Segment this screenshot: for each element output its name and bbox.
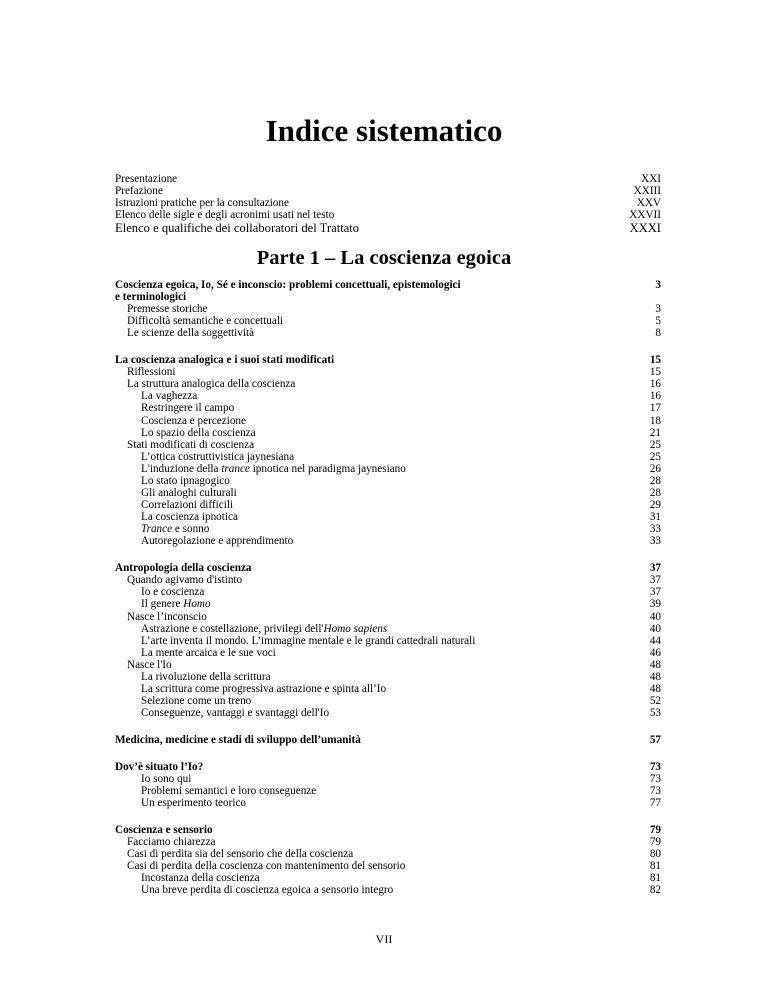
- toc-entry-label: Una breve perdita di coscienza egoica a sensorio integro: [141, 884, 394, 897]
- toc-entry-label: Coscienza egoica, Io, Sé e inconscio: problemi concettuali, epistemologici: [115, 279, 461, 291]
- chapter-block: [115, 354, 661, 548]
- toc-entry-label: Riflessioni: [127, 366, 176, 379]
- toc-entry: [115, 884, 661, 896]
- front-matter-list: [115, 173, 661, 235]
- toc-entry: [115, 683, 661, 695]
- toc-entry-label: La vaghezza: [141, 390, 198, 403]
- chapter-title: [115, 279, 661, 291]
- toc-entry-label: Elenco delle sigle e degli acronimi usati nel testo: [115, 209, 335, 222]
- toc-entry: [115, 439, 661, 451]
- toc-entry: [115, 415, 661, 427]
- toc-entry: [115, 785, 661, 797]
- toc-entry-label: Nasce l’inconscio: [127, 610, 207, 623]
- toc-entry-label: Elenco e qualifiche dei collaboratori del Trattato: [115, 221, 360, 236]
- toc-entry-label: Nasce l'Io: [127, 658, 172, 671]
- toc-entry-page: 25: [649, 438, 661, 451]
- toc-entry-page: 48: [649, 683, 661, 696]
- toc-entry: [115, 173, 661, 185]
- toc-entry: [115, 303, 661, 315]
- toc-entry-label: Casi di perdita della coscienza con mantenimento del sensorio: [127, 859, 406, 872]
- toc-entry-page: 28: [649, 475, 661, 487]
- toc-entry-page: 46: [649, 646, 661, 659]
- chapter-block: [115, 562, 661, 719]
- toc-entry-page: 80: [649, 847, 661, 860]
- toc-entry-label: Premesse storiche: [127, 303, 208, 316]
- toc-entry: [115, 209, 661, 221]
- toc-entry-page: 79: [649, 835, 661, 848]
- toc-entry-label: Io sono qui: [141, 772, 192, 785]
- toc-entry-page: 29: [649, 499, 661, 512]
- toc-entry-page: 5: [655, 315, 661, 328]
- page-number: VII: [375, 932, 393, 946]
- toc-entry-label: Selezione come un treno: [141, 695, 252, 708]
- toc-entry: [115, 511, 661, 523]
- toc-entry: [115, 402, 661, 414]
- toc-entry-page: 17: [649, 402, 661, 415]
- toc-entry-page: 77: [649, 796, 661, 809]
- toc-entry: [115, 390, 661, 402]
- toc-entry: [115, 836, 661, 848]
- toc-entry: [115, 635, 661, 647]
- chapter-block: [115, 734, 661, 746]
- toc-entry-page: 16: [649, 390, 661, 403]
- toc-entry-page: 25: [649, 450, 661, 463]
- toc-entry: [115, 574, 661, 586]
- toc-entry: [115, 659, 661, 671]
- toc-entry-label: Facciamo chiarezza: [127, 835, 216, 848]
- toc-entry-label: Coscienza e sensorio: [115, 823, 213, 836]
- toc-entry-page: XXIII: [633, 185, 661, 198]
- toc-entry-page: 73: [649, 784, 661, 797]
- toc-entry-label: La coscienza ipnotica: [141, 511, 238, 524]
- toc-entry-page: 48: [649, 658, 661, 671]
- toc-entry-page: 52: [649, 695, 661, 708]
- chapter-title: [115, 824, 661, 836]
- toc-entry-label: Stati modificati di coscienza: [127, 438, 255, 451]
- toc-entry-label: Prefazione: [115, 185, 163, 198]
- toc-entry: [115, 475, 661, 487]
- toc-entry: [115, 366, 661, 378]
- toc-entry-label: Restringere il campo: [141, 402, 235, 415]
- toc-entry-label: Trance e sonno: [141, 523, 210, 536]
- toc-entry-page: 21: [649, 426, 661, 439]
- toc-entry-page: 73: [649, 760, 661, 773]
- toc-entry-label: e terminologici: [115, 291, 187, 304]
- chapter-block: [115, 279, 661, 339]
- toc-entry: [115, 451, 661, 463]
- toc-entry: [115, 707, 661, 719]
- table-of-contents: [115, 279, 661, 911]
- toc-entry: [115, 427, 661, 439]
- toc-entry-page: 48: [649, 671, 661, 683]
- toc-entry-page: 3: [655, 279, 661, 291]
- chapter-title: [115, 291, 661, 303]
- toc-entry-label: Difficoltà semantiche e concettuali: [127, 315, 284, 328]
- toc-entry-page: 57: [649, 733, 661, 746]
- chapter-title: [115, 734, 661, 746]
- toc-entry-label: Conseguenze, vantaggi e svantaggi dell'Io: [141, 707, 330, 720]
- toc-entry: [115, 327, 661, 339]
- chapter-block: [115, 761, 661, 809]
- toc-entry: [115, 487, 661, 499]
- toc-entry-page: 40: [649, 622, 661, 635]
- toc-entry-page: XXV: [636, 197, 661, 210]
- toc-entry: [115, 463, 661, 475]
- toc-entry: [115, 860, 661, 872]
- toc-entry: [115, 773, 661, 785]
- toc-entry-label: Lo spazio della coscienza: [141, 426, 256, 439]
- toc-entry: [115, 185, 661, 197]
- toc-entry: [115, 221, 661, 235]
- toc-entry-label: Un esperimento teorico: [141, 796, 247, 809]
- toc-entry: [115, 598, 661, 610]
- toc-entry-page: 81: [649, 872, 661, 884]
- toc-entry-page: XXI: [641, 173, 661, 185]
- toc-entry-label: Quando agivamo d'istinto: [127, 574, 243, 587]
- toc-entry-label: Istruzioni pratiche per la consultazione: [115, 197, 289, 210]
- toc-entry: [115, 315, 661, 327]
- toc-entry-label: Incostanza della coscienza: [141, 872, 260, 884]
- toc-entry: [115, 872, 661, 884]
- toc-entry-page: 33: [649, 523, 661, 536]
- toc-entry-label: La coscienza analogica e i suoi stati modificati: [115, 354, 335, 367]
- toc-entry-page: 3: [655, 303, 661, 316]
- toc-entry-label: La mente arcaica e le sue voci: [141, 646, 276, 659]
- toc-entry-label: Presentazione: [115, 173, 178, 185]
- toc-entry: [115, 623, 661, 635]
- toc-entry: [115, 848, 661, 860]
- toc-entry-label: L’ottica costruttivistica jaynesiana: [141, 450, 295, 463]
- toc-entry-page: 82: [649, 884, 661, 897]
- toc-entry-label: La scrittura come progressiva astrazione e spinta all’Io: [141, 683, 387, 696]
- toc-entry-page: 37: [649, 586, 661, 599]
- toc-entry-label: L'induzione della trance ipnotica nel paradigma jaynesiano: [141, 462, 406, 475]
- chapter-title: [115, 562, 661, 574]
- page-title: Indice sistematico: [265, 113, 503, 148]
- toc-entry-label: Correlazioni difficili: [141, 499, 234, 512]
- toc-entry-page: 53: [649, 707, 661, 720]
- toc-entry-page: 40: [649, 610, 661, 623]
- chapter-block: [115, 824, 661, 897]
- toc-entry: [115, 671, 661, 683]
- toc-entry: [115, 797, 661, 809]
- toc-entry-label: Io e coscienza: [141, 586, 205, 599]
- toc-entry-page: 81: [649, 859, 661, 872]
- toc-entry-label: Casi di perdita sia del sensorio che della coscienza: [127, 847, 354, 860]
- toc-entry-page: 16: [649, 378, 661, 391]
- toc-entry-page: 8: [655, 327, 661, 340]
- toc-entry-label: Astrazione e costellazione, privilegi dell'Homo sapiens: [141, 622, 388, 635]
- toc-entry-page: XXVII: [629, 209, 661, 222]
- toc-entry-page: 39: [649, 598, 661, 611]
- toc-entry-label: Autoregolazione e apprendimento: [141, 535, 294, 548]
- toc-entry-label: Antropologia della coscienza: [115, 562, 252, 575]
- toc-entry: [115, 535, 661, 547]
- toc-entry: [115, 197, 661, 209]
- toc-entry-page: 73: [649, 772, 661, 785]
- toc-entry-label: Gli analoghi culturali: [141, 487, 237, 500]
- toc-entry: [115, 647, 661, 659]
- toc-entry-page: 33: [649, 535, 661, 548]
- toc-entry-label: Medicina, medicine e stadi di sviluppo dell’umanità: [115, 733, 361, 746]
- toc-entry: [115, 586, 661, 598]
- toc-entry-page: 28: [649, 487, 661, 500]
- toc-entry-page: 79: [649, 823, 661, 836]
- toc-entry: [115, 523, 661, 535]
- toc-entry-page: 44: [649, 634, 661, 647]
- toc-entry-label: La rivoluzione della scrittura: [141, 671, 271, 683]
- toc-entry-page: 15: [649, 366, 661, 379]
- toc-entry: [115, 611, 661, 623]
- toc-entry-label: Le scienze della soggettività: [127, 327, 255, 340]
- toc-entry-label: Coscienza e percezione: [141, 414, 246, 427]
- toc-entry-page: XXXI: [629, 221, 661, 236]
- toc-entry-page: 37: [649, 562, 661, 575]
- toc-entry-page: 37: [649, 574, 661, 587]
- toc-entry: [115, 499, 661, 511]
- chapter-title: [115, 761, 661, 773]
- toc-entry-page: 18: [649, 414, 661, 427]
- toc-entry-page: 15: [649, 354, 661, 367]
- toc-entry: [115, 378, 661, 390]
- toc-entry-page: 26: [649, 462, 661, 475]
- part-title: Parte 1 – La coscienza egoica: [256, 247, 512, 269]
- toc-entry: [115, 695, 661, 707]
- toc-entry-label: L’arte inventa il mondo. L’immagine mentale e le grandi cattedrali naturali: [141, 634, 476, 647]
- toc-entry-label: Il genere Homo: [141, 598, 211, 611]
- chapter-title: [115, 354, 661, 366]
- toc-entry-label: Lo stato ipnagogico: [141, 475, 230, 487]
- toc-entry-label: Dov’è situato l’Io?: [115, 760, 204, 773]
- toc-entry-label: Problemi semantici e loro conseguenze: [141, 784, 317, 797]
- toc-entry-page: 31: [649, 511, 661, 524]
- toc-entry-label: La struttura analogica della coscienza: [127, 378, 296, 391]
